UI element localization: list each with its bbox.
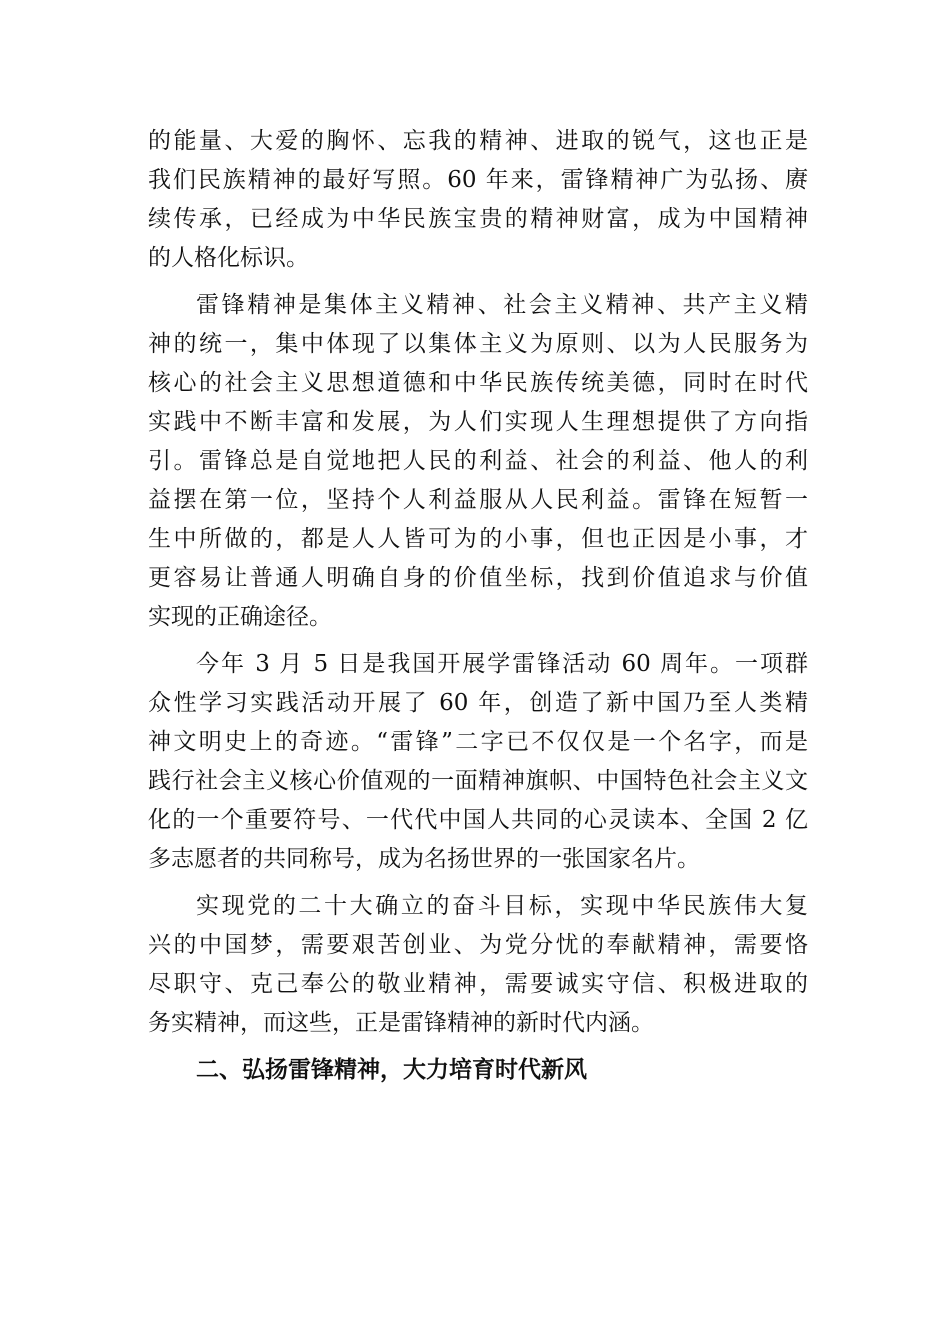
paragraph-3 <box>148 645 808 879</box>
paragraph-line: 神的统一，集中体现了以集体主义为原则、以为人民服务为 <box>148 331 808 357</box>
paragraph-line: 多志愿者的共同称号，成为名扬世界的一张国家名片。 <box>148 846 700 872</box>
paragraph-line: 践行社会主义核心价值观的一面精神旗帜、中国特色社会主义文 <box>148 768 808 794</box>
paragraph-line: 的人格化标识。 <box>148 245 309 271</box>
paragraph-line: 兴的中国梦，需要艰苦创业、为党分忧的奉献精神，需要恪 <box>148 932 808 958</box>
paragraph-line: 实现党的二十大确立的奋斗目标，实现中华民族伟大复 <box>196 893 808 919</box>
paragraph-line: 化的一个重要符号、一代代中国人共同的心灵读本、全国 2 亿 <box>148 807 808 833</box>
paragraph-line: 神文明史上的奇迹。“雷锋”二字已不仅仅是一个名字，而是 <box>148 729 808 755</box>
paragraph-line: 雷锋精神是集体主义精神、社会主义精神、共产主义精 <box>196 292 808 318</box>
paragraph-2 <box>148 286 808 637</box>
paragraph-line: 更容易让普通人明确自身的价值坐标，找到价值追求与价值 <box>148 565 808 591</box>
section-heading: 二、弘扬雷锋精神，大力培育时代新风 <box>196 1057 587 1083</box>
paragraph-line: 益摆在第一位，坚持个人利益服从人民利益。雷锋在短暂一 <box>148 487 808 513</box>
paragraph-line: 我们民族精神的最好写照。60 年来，雷锋精神广为弘扬、赓 <box>148 167 808 193</box>
paragraph-line: 实现的正确途径。 <box>148 604 332 630</box>
paragraph-line: 引。雷锋总是自觉地把人民的利益、社会的利益、他人的利 <box>148 448 808 474</box>
paragraph-line: 核心的社会主义思想道德和中华民族传统美德，同时在时代 <box>148 370 808 396</box>
paragraph-line: 续传承，已经成为中华民族宝贵的精神财富，成为中国精神 <box>148 206 808 232</box>
paragraph-line: 众性学习实践活动开展了 60 年，创造了新中国乃至人类精 <box>148 690 808 716</box>
paragraph-line: 务实精神，而这些，正是雷锋精神的新时代内涵。 <box>148 1010 654 1036</box>
paragraph-1 <box>148 122 808 278</box>
paragraph-line: 生中所做的，都是人人皆可为的小事，但也正因是小事，才 <box>148 526 808 552</box>
document-body <box>148 122 808 1090</box>
paragraph-line: 今年 3 月 5 日是我国开展学雷锋活动 60 周年。一项群 <box>196 651 808 677</box>
paragraph-line: 的能量、大爱的胸怀、忘我的精神、进取的锐气，这也正是 <box>148 128 808 154</box>
paragraph-line: 实践中不断丰富和发展，为人们实现人生理想提供了方向指 <box>148 409 808 435</box>
paragraph-4 <box>148 887 808 1043</box>
paragraph-line: 尽职守、克己奉公的敬业精神，需要诚实守信、积极进取的 <box>148 971 808 997</box>
